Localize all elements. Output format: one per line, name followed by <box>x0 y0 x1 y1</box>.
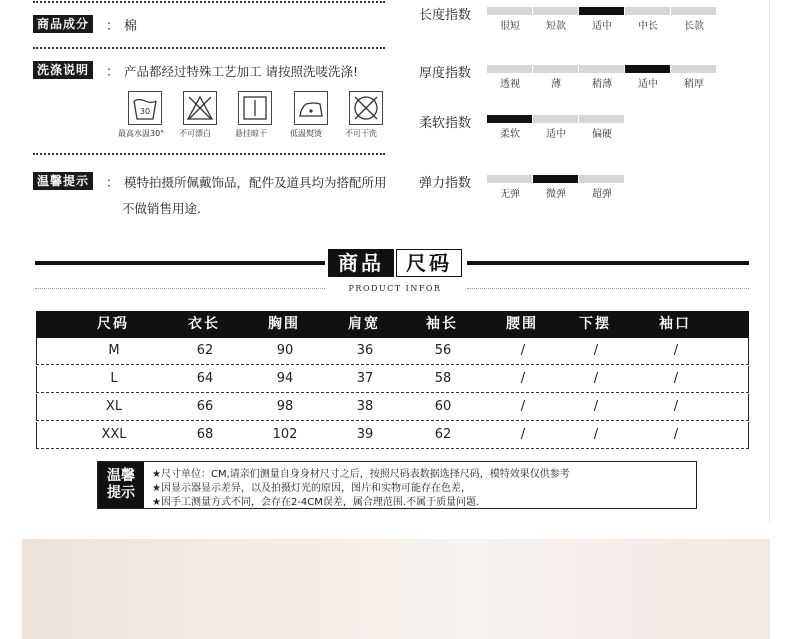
care-label-iron: 低温熨烫 <box>290 129 322 138</box>
index-segment <box>533 115 578 123</box>
table-cell: / <box>593 427 599 442</box>
index-option-label: 柔软 <box>500 129 520 140</box>
care-label-dryclean: 不可干洗 <box>345 129 377 138</box>
size-table-header-cell: 衣长 <box>188 316 220 332</box>
section-title <box>328 249 462 277</box>
size-table-header-cell: 肩宽 <box>348 316 380 332</box>
note-tag-line-2: 提示 <box>107 485 135 501</box>
table-cell: 38 <box>356 399 374 414</box>
index-option-label: 适中 <box>546 129 566 140</box>
table-cell: 62 <box>434 427 452 442</box>
size-table-header-cell: 胸围 <box>268 316 300 332</box>
index-option-label: 短款 <box>546 21 566 32</box>
table-cell: / <box>593 371 599 386</box>
table-cell: / <box>520 427 526 442</box>
index-segment <box>487 7 532 15</box>
svg-text:30: 30 <box>139 107 151 116</box>
index-option-label: 长款 <box>684 21 704 32</box>
index-option-label: 适中 <box>638 79 658 90</box>
table-cell: 62 <box>196 343 214 358</box>
table-cell: / <box>520 343 526 358</box>
index-segment <box>671 65 716 73</box>
table-cell: 66 <box>196 399 214 414</box>
size-table-header-cell: 下摆 <box>579 316 611 332</box>
table-cell: M <box>108 343 120 358</box>
index-option-label: 超弹 <box>592 189 612 200</box>
section-title-left: 商品 <box>328 249 394 277</box>
index-segment <box>579 115 624 123</box>
index-option-label: 偏硬 <box>592 129 612 140</box>
table-row <box>36 394 749 421</box>
wash-30-icon <box>128 91 162 125</box>
table-cell: / <box>520 371 526 386</box>
note-tag-line-1: 温馨 <box>107 468 135 484</box>
index-option-label: 稍薄 <box>592 79 612 90</box>
table-cell: L <box>110 371 118 386</box>
note-tag <box>98 462 144 508</box>
table-row <box>36 366 749 393</box>
table-cell: 58 <box>434 371 452 386</box>
table-cell: 64 <box>196 371 214 386</box>
subtitle-rule-left <box>35 288 325 289</box>
section-rule-left <box>35 261 325 265</box>
size-table-header-cell: 袖口 <box>659 316 691 332</box>
table-cell: / <box>593 399 599 414</box>
size-table-header-cell: 袖长 <box>426 316 458 332</box>
care-label-wash: 最高水温30° <box>118 129 165 138</box>
table-cell: / <box>673 427 679 442</box>
subtitle-rule-right <box>467 288 749 289</box>
index-option-label: 透视 <box>500 79 520 90</box>
fabric-label: 商品成分 <box>33 15 93 33</box>
index-segment <box>671 7 716 15</box>
table-cell: XXL <box>101 427 127 442</box>
fabric-value: 棉 <box>124 19 138 34</box>
divider-top <box>33 1 385 3</box>
index-segment <box>533 65 578 73</box>
index-title: 柔软指数 <box>419 116 472 131</box>
fabric-colon: ： <box>106 19 120 34</box>
size-table-header-cell: 尺码 <box>97 316 129 332</box>
table-cell: 36 <box>356 343 374 358</box>
table-row <box>36 338 749 365</box>
table-cell: / <box>593 343 599 358</box>
table-cell: XL <box>105 399 123 414</box>
hang-dry-icon <box>238 91 272 125</box>
note-line-2: ★因显示器显示差异，以及拍摄灯光的原因，图片和实物可能存在色差， <box>152 483 471 494</box>
care-label-hang: 悬挂晾干 <box>235 129 267 138</box>
care-label-bleach: 不可漂白 <box>179 129 211 138</box>
size-table-header-cell: 腰围 <box>506 316 538 332</box>
no-bleach-icon <box>183 91 217 125</box>
tip-label: 温馨提示 <box>33 172 93 190</box>
size-table-header <box>36 311 749 338</box>
index-title: 弹力指数 <box>419 176 472 191</box>
index-title: 长度指数 <box>419 8 472 23</box>
index-segment <box>579 7 624 15</box>
section-subtitle: PRODUCT INFOR <box>348 284 442 293</box>
index-option-label: 很短 <box>500 21 520 32</box>
tip-colon: ： <box>106 176 120 191</box>
table-cell: / <box>673 371 679 386</box>
no-dry-clean-icon <box>349 91 383 125</box>
index-option-label: 稍厚 <box>684 79 704 90</box>
product-photo <box>22 539 770 639</box>
table-cell: 98 <box>276 399 294 414</box>
table-cell: 102 <box>272 427 298 442</box>
index-segment <box>533 7 578 15</box>
index-option-label: 无弹 <box>500 189 520 200</box>
table-cell: / <box>673 343 679 358</box>
table-cell: / <box>673 399 679 414</box>
table-cell: 68 <box>196 427 214 442</box>
index-option-label: 薄 <box>551 79 561 90</box>
page-edge-line <box>769 0 770 522</box>
wash-text: 产品都经过特殊工艺加工 请按照洗唛洗涤! <box>124 64 358 79</box>
table-cell: 56 <box>434 343 452 358</box>
index-segment <box>625 65 670 73</box>
table-row <box>36 422 749 449</box>
index-segment <box>487 115 532 123</box>
index-segment <box>579 175 624 183</box>
index-option-label: 适中 <box>592 21 612 32</box>
index-segment <box>579 65 624 73</box>
table-cell: 90 <box>276 343 294 358</box>
note-box <box>97 461 697 509</box>
tip-line-2: 不做销售用途. <box>122 201 201 216</box>
section-rule-right <box>467 261 749 265</box>
table-cell: 60 <box>434 399 452 414</box>
index-segment <box>487 175 532 183</box>
divider-2 <box>33 153 385 155</box>
wash-colon: ： <box>106 65 120 80</box>
section-title-right: 尺码 <box>396 249 462 277</box>
wash-label: 洗涤说明 <box>33 61 93 79</box>
table-cell: / <box>520 399 526 414</box>
table-cell: 39 <box>356 427 374 442</box>
index-option-label: 微弹 <box>546 189 566 200</box>
index-title: 厚度指数 <box>419 66 472 81</box>
index-option-label: 中长 <box>638 21 658 32</box>
tip-line-1: 模特拍摄所佩戴饰品，配件及道具均为搭配所用 <box>124 175 387 190</box>
index-segment <box>533 175 578 183</box>
note-line-1: ★尺寸单位：CM,请亲们测量自身身材尺寸之后，按照尺码表数据选择尺码，模特效果仅供参考 <box>152 469 570 480</box>
table-cell: 94 <box>276 371 294 386</box>
index-segment <box>487 65 532 73</box>
index-segment <box>625 7 670 15</box>
note-line-3: ★因手工测量方式不同，会存在2-4CM误差，属合理范围.不属于质量问题. <box>152 497 480 508</box>
low-iron-icon <box>294 91 328 125</box>
table-cell: 37 <box>356 371 374 386</box>
divider-1 <box>33 47 385 49</box>
